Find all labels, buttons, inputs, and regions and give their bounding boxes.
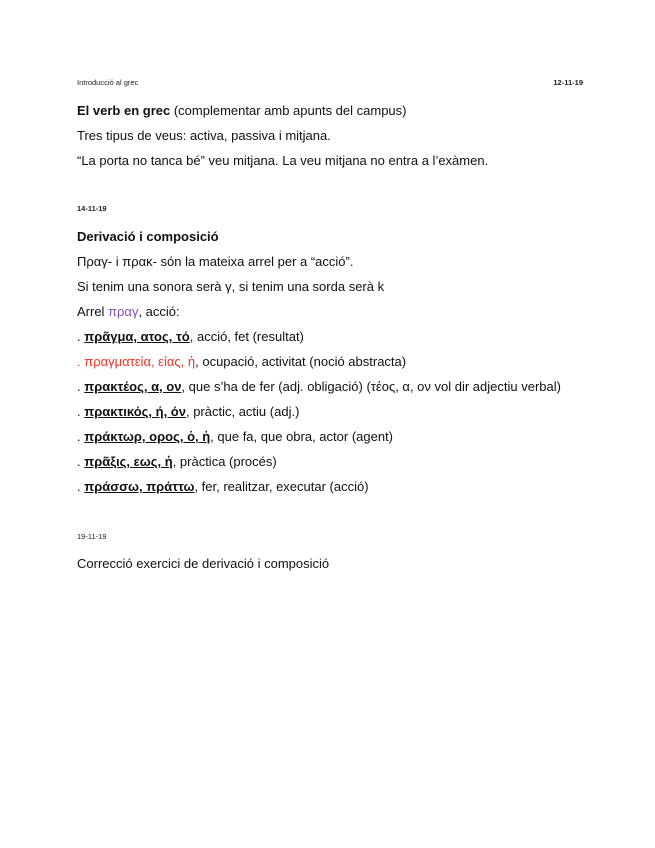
derivation-term: πραγματεία, είας, ἡ [84,354,196,369]
derivation-line-root: Πραγ- i πρακ- són la mateixa arrel per a “acció”. [77,254,354,269]
derivation-term: πρᾶξις, εως, ἡ [84,454,173,469]
derivation-term: πρακτικός, ή, όν [84,404,186,419]
section-verb-heading [77,103,407,119]
derivation-item: . πρᾶξις, εως, ἡ, pràctica (procés) [77,454,277,469]
derivation-item: . πράκτωρ, ορος, ὁ, ἡ, que fa, que obra, actor (agent) [77,429,394,444]
derivation-item: . πρᾶγμα, ατος, τό, acció, fet (resultat) [77,329,304,344]
document-header-date: 12-11-19 [553,78,583,87]
verb-line-example: “La porta no tanca bé” veu mitjana. La veu mitjana no entra a l’exàmen. [77,153,489,168]
derivation-root-line: Arrel πραγ, acció: [77,304,180,319]
derivation-term: πρακτέος, α, ον [84,379,182,394]
verb-line-voices: Tres tipus de veus: activa, passiva i mitjana. [77,128,331,143]
section-derivation-date: 14-11-19 [77,204,107,213]
section-verb-note: (complementar amb apunts del campus) [170,103,407,118]
document-header-title: Introducció al grec [77,78,139,87]
derivation-item-highlighted: . πραγματεία, είας, ἡ, ocupació, activitat (noció abstracta) [77,354,407,369]
root-word: πραγ [108,304,139,319]
derivation-term: πράκτωρ, ορος, ὁ, ἡ [84,429,211,444]
derivation-term: πρᾶγμα, ατος, τό [84,329,190,344]
derivation-term: πράσσω, πράττω [84,479,195,494]
derivation-item: . πρακτικός, ή, όν, pràctic, actiu (adj.) [77,404,300,419]
section-verb-title: El verb en grec [77,103,171,118]
derivation-item: . πρακτέος, α, ον, que s’ha de fer (adj. obligació) (τέος, α, ον vol dir adjectiu verbal) [77,379,561,394]
section-derivation-title: Derivació i composició [77,229,219,244]
derivation-item: . πράσσω, πράττω, fer, realitzar, executar (acció) [77,479,369,494]
derivation-line-voicing: Si tenim una sonora serà γ, si tenim una sorda serà k [77,279,385,294]
section-correction-date: 19-11-19 [77,532,107,541]
correction-line: Correcció exercici de derivació i composició [77,556,330,571]
